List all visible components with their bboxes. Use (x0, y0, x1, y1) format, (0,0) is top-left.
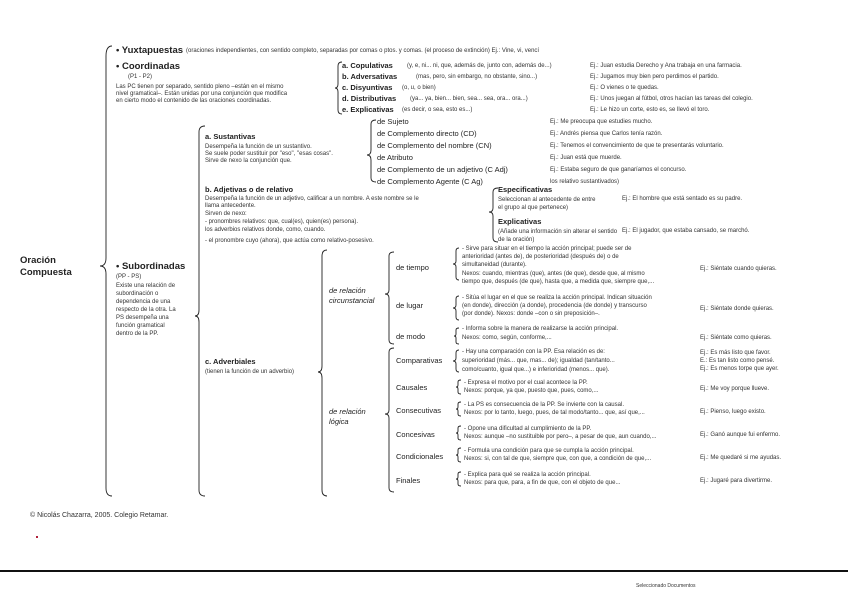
adjetivas-desc-line: - pronombres relativos: que, cual(es), quien(es) persona). (205, 219, 359, 225)
especificativas-example: Ej.: El hombre que está sentado es su padre. (622, 196, 743, 202)
root-title-line1: Oración (20, 255, 56, 266)
subordinadas-desc-line: dentro de la PP. (116, 331, 159, 337)
logic-item-example-line: E.: Es tan listo como pensé. (700, 358, 775, 364)
subordinadas-desc-line: función gramatical (116, 323, 165, 329)
yuxtapuestas-desc: (oraciones independientes, con sentido completo, separadas por comas o ptos. y comas. (el proceso de extinción) Ej.: Vine, vi, vencí (186, 48, 540, 54)
coordinadas-desc-line: en cierto modo el contenido de las oraciones coordinadas. (116, 98, 272, 104)
circ-item-label: de lugar (396, 301, 424, 310)
logic-item-example: Ej.: Jugaré para divertirme. (700, 478, 773, 484)
circ-item-example: Ej.: Siéntate cuando quieras. (700, 266, 777, 272)
logic-item-desc-line: - Formula una condición para que se cumpla la acción principal. (464, 448, 634, 454)
logic-item-desc-line: Nexos: aunque –no sustituible por pero–, a pesar de que, aun cuando,... (464, 434, 657, 440)
logic-item-example-line: Ej.: Es menos torpe que ayer. (700, 366, 779, 372)
coordinadas-title: • Coordinadas (116, 61, 181, 72)
circ-item-example: Ej.: Siéntate donde quieras. (700, 306, 774, 312)
sustantivas-desc-line: Desempeña la función de un sustantivo. (205, 144, 312, 150)
sustantiva-item-example: Ej.: Estaba seguro de que ganaríamos el concurso. (550, 167, 687, 173)
circ-item-example: Ej.: Siéntate como quieras. (700, 335, 772, 341)
logic-item-example-line: Ej.: Es más listo que favor. (700, 350, 771, 356)
circunstancial-label: circunstancial (329, 296, 375, 305)
bottom-rule (0, 570, 848, 572)
logic-item-desc-line: Nexos: por lo tanto, luego, pues, de tal modo/tanto... que, así que,... (464, 410, 645, 416)
sustantiva-item-label: de Sujeto (377, 117, 409, 126)
sustantivas-title: a. Sustantivas (205, 132, 256, 141)
explicativas-title: Explicativas (498, 217, 542, 226)
logic-item-label: Comparativas (396, 356, 443, 365)
footer-small: Seleccionado Documentos (636, 583, 696, 589)
sustantiva-item-example: Ej.: Andrés piensa que Carlos tenía razón. (550, 131, 663, 137)
adjetivas-title: b. Adjetivas o de relativo (205, 185, 294, 194)
especificativas-desc-line: Seleccionan al antecedente de entre (498, 197, 596, 203)
coord-item-label: a. Copulativas (342, 61, 393, 70)
logica-label: de relación (329, 407, 366, 416)
coord-item-example: Ej.: Jugamos muy bien pero perdimos el partido. (590, 74, 719, 80)
coord-item-example: Ej.: O vienes o te quedas. (590, 85, 659, 91)
logic-item-desc-line: - Expresa el motivo por el cual acontece la PP. (464, 380, 588, 386)
sustantiva-item-label: de Atributo (377, 153, 413, 162)
logic-item-example: Ej.: Me quedaré si me ayudas. (700, 455, 782, 461)
circ-item-label: de tiempo (396, 263, 429, 272)
sustantiva-item-label: de Complemento del nombre (CN) (377, 141, 492, 150)
subordinadas-desc-line: dependencia de una (116, 299, 171, 305)
logic-item-label: Causales (396, 383, 428, 392)
adjetivas-desc-line: Sirven de nexo: (205, 211, 247, 217)
circ-item-desc-line: - Informa sobre la manera de realizarse la acción principal. (462, 326, 619, 332)
sustantiva-item-example: Ej.: Me preocupa que estudies mucho. (550, 119, 653, 125)
circ-item-label: de modo (396, 332, 426, 341)
logic-item-desc-line: Nexos: si, con tal de que, siempre que, con que, a condición de que,... (464, 456, 652, 462)
subordinadas-desc-line: respecto de la otra. La (116, 307, 176, 313)
coord-item-detail: (ya... ya, bien... bien, sea... sea, ora... ora...) (410, 96, 528, 102)
logic-item-desc-line: - Explica para qué se realiza la acción principal. (464, 472, 591, 478)
subordinadas-desc-line: Existe una relación de (116, 283, 176, 289)
especificativas-title: Especificativas (498, 185, 553, 194)
logic-item-desc-line: - Opone una dificultad al cumplimiento de la PP. (464, 426, 592, 432)
logica-label: lógica (329, 417, 349, 426)
circ-item-desc-line: tiempo que, después (de que), hasta que, a medida que, siempre que,... (462, 279, 655, 285)
adjetivas-desc-line: llama antecedente. (205, 203, 256, 209)
coord-item-label: c. Disyuntivas (342, 83, 393, 92)
yuxtapuestas-title: • Yuxtapuestas (116, 45, 184, 56)
logic-item-desc-line: superioridad (más... que, mas... de); igualdad (tan/tanto... (462, 358, 615, 364)
coord-item-label: d. Distributivas (342, 94, 397, 103)
coord-item-example: Ej.: Le hizo un corte, esto es, se llevó el toro. (590, 107, 710, 113)
logic-item-label: Finales (396, 476, 421, 485)
logic-item-example: Ej.: Pienso, luego existo. (700, 409, 766, 415)
coord-item-label: e. Explicativas (342, 105, 394, 114)
sustantiva-item-label: de Complemento directo (CD) (377, 129, 477, 138)
circ-item-desc-line: simultaneidad (durante). (462, 262, 527, 268)
subordinadas-abbr: (PP - PS) (116, 274, 142, 280)
logic-item-desc-line: como/cuanto, igual que...) e inferioridad (menos... que). (462, 367, 610, 373)
subordinadas-desc-line: PS desempeña una (116, 315, 169, 321)
subordinadas-title: • Subordinadas (116, 261, 186, 272)
sustantivas-desc-line: Sirve de nexo la conjunción que. (205, 158, 292, 164)
adjetivas-desc-line: los adverbios relativos donde, como, cuando. (205, 227, 326, 233)
logic-item-desc-line: Nexos: para que, para, a fin de que, con el objeto de que... (464, 480, 621, 486)
circ-item-desc-line: Nexos: cuando, mientras (que), antes (de que), desde que, al mismo (462, 271, 645, 277)
sustantiva-item-example: Ej.: Tenemos el convencimiento de que te presentarás voluntario. (550, 143, 724, 149)
coord-item-example: Ej.: Juan estudia Derecho y Ana trabaja en una farmacia. (590, 63, 742, 69)
sustantiva-item-example: los relativo sustantivados) (550, 179, 620, 185)
logic-item-label: Condicionales (396, 452, 444, 461)
logic-item-desc-line: Nexos: porque, ya que, puesto que, pues, como,... (464, 388, 599, 394)
circ-item-desc-line: - Sitúa el lugar en el que se realiza la acción principal. Indican situación (462, 295, 652, 301)
logic-item-label: Concesivas (396, 430, 435, 439)
coordinadas-desc-line: nivel gramatical–. Están unidas por una conjunción que modifica (116, 91, 288, 97)
subordinadas-desc-line: subordinación o (116, 291, 159, 297)
circ-item-desc-line: - Sirve para situar en el tiempo la acción principal; puede ser de (462, 246, 632, 252)
sustantivas-desc-line: Se suele poder sustituir por "eso", "esas cosas". (205, 151, 333, 157)
logic-item-label: Consecutivas (396, 406, 442, 415)
adjetivas-desc-line: Desempeña la función de un adjetivo, calificar a un nombre. A este nombre se le (205, 196, 419, 202)
adjetivas-desc-line: - el pronombre cuyo (ahora), que actúa como relativo-posesivo. (205, 238, 374, 244)
coordinadas-abbr: (P1 - P2) (128, 74, 153, 80)
coord-item-detail: (y, e, ni... ni, que, además de, junto con, además de...) (407, 63, 552, 69)
circ-item-desc-line: Nexos: como, según, conforme,... (462, 335, 552, 341)
red-dot (36, 536, 38, 538)
coord-item-detail: (es decir, o sea, esto es...) (402, 107, 473, 113)
logic-item-desc-line: - La PS es consecuencia de la PP. Se invierte con la causal. (464, 402, 624, 408)
footer-credit: © Nicolás Chazarra, 2005. Colegio Retamar. (30, 512, 169, 519)
circ-item-desc-line: anterioridad (antes de), de posterioridad (después de) o de (462, 254, 619, 260)
coord-item-detail: (o, u, o bien) (402, 85, 436, 91)
especificativas-desc-line: el grupo al que pertenece) (498, 205, 569, 211)
logic-item-example: Ej.: Me voy porque llueve. (700, 386, 770, 392)
coord-item-label: b. Adversativas (342, 72, 398, 81)
circ-item-desc-line: (por donde). Nexos: donde –con o sin preposición–. (462, 311, 600, 317)
circunstancial-label: de relación (329, 286, 366, 295)
sustantiva-item-label: de Complemento Agente (C Ag) (377, 177, 483, 186)
root-title-line2: Compuesta (20, 267, 72, 278)
coord-item-detail: (mas, pero, sin embargo, no obstante, sino...) (416, 74, 538, 80)
sustantiva-item-label: de Complemento de un adjetivo (C Adj) (377, 165, 508, 174)
sustantiva-item-example: Ej.: Juan está que muerde. (550, 155, 622, 161)
circ-item-desc-line: (en donde), dirección (a donde), procedencia (de donde) y transcurso (462, 303, 647, 309)
explicativas-desc-line: de la oración) (498, 237, 535, 243)
adverbiales-title: c. Adverbiales (205, 357, 256, 366)
explicativas-desc-line: (Añade una información sin alterar el sentido (498, 229, 618, 235)
adverbiales-desc: (tienen la función de un adverbio) (205, 369, 295, 375)
explicativas-example: Ej.: El jugador, que estaba cansado, se marchó. (622, 228, 750, 234)
logic-item-example: Ej.: Ganó aunque fui enfermo. (700, 432, 781, 438)
coordinadas-desc-line: Las PC tienen por separado, sentido pleno –están en el mismo (116, 84, 284, 90)
logic-item-desc-line: - Hay una comparación con la PP. Esa relación es de: (462, 349, 605, 355)
coord-item-example: Ej.: Unos juegan al fútbol, otros hacían las tareas del colegio. (590, 96, 753, 102)
